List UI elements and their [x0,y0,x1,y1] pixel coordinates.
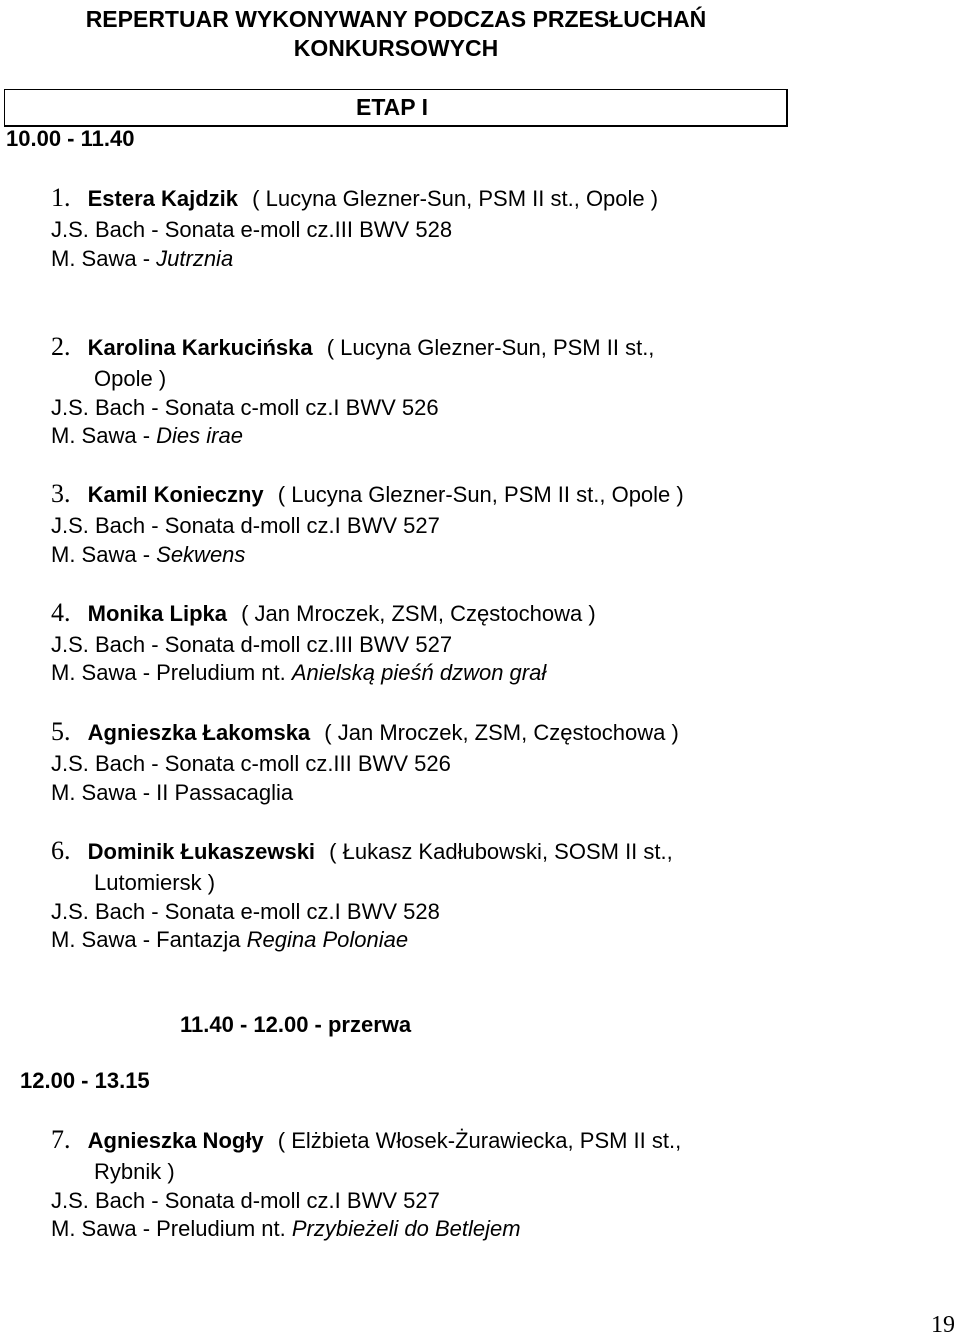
performer-name: Estera Kajdzik [87,186,239,211]
teacher-info: ( Lucyna Glezner-Sun, PSM II st., Opole ) [277,482,684,507]
session-time-2: 12.00 - 13.15 [20,1068,150,1093]
sawa-piece [51,542,245,568]
sawa-prefix: M. Sawa - [51,542,157,567]
teacher-info: ( Lucyna Glezner-Sun, PSM II st., [326,335,655,360]
sawa-prefix: M. Sawa - Fantazja [51,927,247,952]
teacher-info: ( Jan Mroczek, ZSM, Częstochowa ) [324,720,679,745]
teacher-info-continued: Rybnik ) [94,1159,175,1184]
entry-number: 6. [51,836,71,865]
entry-number: 4. [51,598,71,627]
performer-name: Agnieszka Łakomska [87,720,311,745]
teacher-info: ( Lucyna Glezner-Sun, PSM II st., Opole ) [252,186,659,211]
sawa-title: Jutrznia [156,246,234,271]
performer-name: Dominik Łukaszewski [87,839,316,864]
sawa-title: Regina Poloniae [246,927,409,952]
entry-2 [51,332,654,362]
session-time-1: 10.00 - 11.40 [6,126,135,151]
teacher-info-continued: Lutomiersk ) [94,870,216,895]
entry-7 [51,1125,681,1155]
bach-piece: J.S. Bach - Sonata d-moll cz.III BWV 527 [51,632,453,657]
entry-number: 7. [51,1125,71,1154]
teacher-info: ( Łukasz Kadłubowski, SOSM II st., [329,839,673,864]
sawa-piece [51,1216,521,1242]
stage-label: ETAP I [356,94,428,120]
entry-number: 5. [51,717,71,746]
sawa-piece [51,780,293,806]
teacher-info: ( Elżbieta Włosek-Żurawiecka, PSM II st., [277,1128,682,1153]
sawa-piece [51,423,243,449]
sawa-prefix: M. Sawa - [51,246,157,271]
sawa-title: Sekwens [156,542,246,567]
bach-piece: J.S. Bach - Sonata e-moll cz.I BWV 528 [51,899,440,924]
entry-6 [51,836,673,866]
sawa-prefix: M. Sawa - Preludium nt. [51,1216,292,1241]
sawa-piece [51,927,408,953]
sawa-prefix: M. Sawa - II Passacaglia [51,780,294,805]
sawa-piece [51,246,233,272]
sawa-prefix: M. Sawa - Preludium nt. [51,660,292,685]
performer-name: Monika Lipka [87,601,227,626]
bach-piece: J.S. Bach - Sonata e-moll cz.III BWV 528 [51,217,453,242]
sawa-title: Anielską pieśń dzwon grał [291,660,547,685]
entry-5 [51,717,679,747]
teacher-info-continued: Opole ) [94,366,167,391]
entry-number: 3. [51,479,71,508]
entry-1 [51,183,658,213]
bach-piece: J.S. Bach - Sonata c-moll cz.I BWV 526 [51,395,439,420]
bach-piece: J.S. Bach - Sonata c-moll cz.III BWV 526 [51,751,451,776]
page-number: 19 [931,1312,955,1338]
entry-4 [51,598,596,628]
entry-3 [51,479,684,509]
bach-piece: J.S. Bach - Sonata d-moll cz.I BWV 527 [51,513,440,538]
page-title-line-1: REPERTUAR WYKONYWANY PODCZAS PRZESŁUCHAŃ [85,6,707,32]
teacher-info: ( Jan Mroczek, ZSM, Częstochowa ) [241,601,596,626]
entry-number: 2. [51,332,71,361]
performer-name: Agnieszka Nogły [87,1128,264,1153]
sawa-title: Przybieżeli do Betlejem [291,1216,521,1241]
performer-name: Karolina Karkucińska [87,335,313,360]
sawa-piece [51,660,546,686]
page-title-line-2: KONKURSOWYCH [293,35,499,61]
performer-name: Kamil Konieczny [87,482,264,507]
break-time: 11.40 - 12.00 - przerwa [180,1012,412,1037]
sawa-prefix: M. Sawa - [51,423,157,448]
entry-number: 1. [51,183,71,212]
sawa-title: Dies irae [156,423,243,448]
bach-piece: J.S. Bach - Sonata d-moll cz.I BWV 527 [51,1188,440,1213]
